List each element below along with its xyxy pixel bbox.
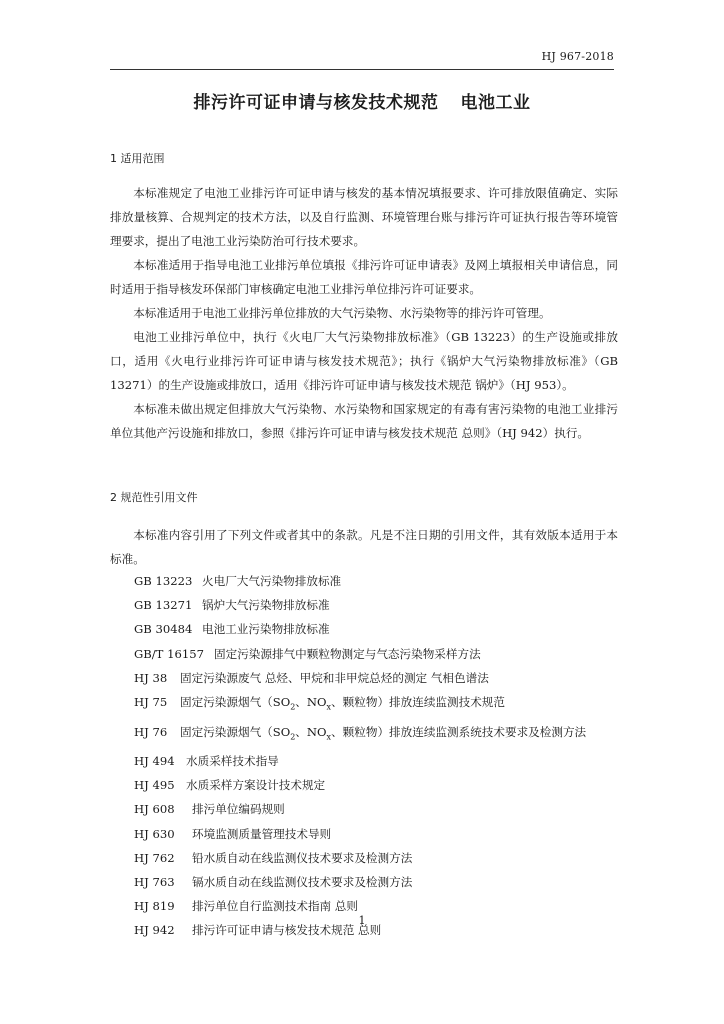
reference-item (134, 773, 586, 797)
reference-item (134, 822, 586, 846)
ref-title: 电池工业污染物排放标准 (202, 622, 330, 637)
ref-code: HJ 76 (134, 724, 168, 739)
ref-code: GB 30484 (134, 622, 193, 637)
title-main: 排污许可证申请与核发技术规范 (193, 93, 439, 113)
ref-title: 固定污染源排气中颗粒物测定与气态污染物采样方法 (214, 646, 481, 661)
reference-item (134, 593, 586, 617)
ref-code: HJ 495 (134, 778, 175, 793)
ref-code: HJ 630 (134, 826, 175, 841)
ref-title: 水质采样方案设计技术规定 (186, 778, 326, 793)
reference-item (134, 569, 586, 593)
ref-title: 火电厂大气污染物排放标准 (202, 574, 342, 588)
ref-code: HJ 942 (134, 923, 175, 938)
section-2-heading: 2 规范性引用文件 (110, 491, 198, 504)
ref-code: HJ 38 (134, 670, 168, 685)
standard-code: HJ 967-2018 (541, 50, 614, 63)
reference-item (134, 870, 586, 894)
paragraph: 本标准未做出规定但排放大气污染物、水污染物和国家规定的有毒有害污染物的电池工业排污单位其他产污设施和排放口，参照《排污许可证申请与核发技术规范 总则》（HJ 942）执行。 (110, 402, 618, 440)
ref-title: 固定污染源烟气（$SO_2$、$NO_x$、颗粒物）排放连续监测技术规范 (180, 695, 505, 712)
ref-code: HJ 608 (134, 802, 175, 817)
paragraph: 本标准内容引用了下列文件或者其中的条款。凡是不注日期的引用文件，其有效版本适用于本标准。 (110, 528, 618, 566)
ref-title: 环境监测质量管理技术导则 (192, 826, 332, 841)
ref-title: 排污单位编码规则 (192, 802, 285, 817)
reference-item (134, 846, 586, 870)
ref-title: 镉水质自动在线监测仪技术要求及检测方法 (192, 875, 413, 890)
header-rule (110, 69, 614, 70)
ref-code: HJ 763 (134, 875, 175, 890)
ref-title: 排污单位自行监测技术指南 总则 (192, 899, 358, 914)
ref-title: 固定污染源废气 总烃、甲烷和非甲烷总烃的测定 气相色谱法 (180, 670, 489, 685)
ref-title: 铅水质自动在线监测仪技术要求及检测方法 (192, 850, 413, 865)
section-2-intro (110, 523, 618, 571)
reference-item (134, 666, 586, 690)
ref-title: 锅炉大气污染物排放标准 (202, 598, 330, 613)
page-number: 1 (358, 914, 366, 927)
ref-code: HJ 762 (134, 850, 175, 865)
paragraph: 电池工业排污单位中，执行《火电厂大气污染物排放标准》（GB 13223）的生产设施或排放口，适用《火电行业排污许可证申请与核发技术规范》；执行《锅炉大气污染物排放标准》（GB 13271）的生产设施或排放口，适用《排污许可证申请与核发技术规范 锅炉》（HJ 953）。 (110, 330, 618, 392)
paragraph: 本标准适用于电池工业排污单位排放的大气污染物、水污染物等的排污许可管理。 (133, 306, 551, 320)
document-title (110, 88, 614, 113)
ref-code: GB 13223 (134, 574, 193, 588)
reference-item (134, 749, 586, 773)
paragraph: 本标准适用于指导电池工业排污单位填报《排污许可证申请表》及网上填报相关申请信息，同时适用于指导核发环保部门审核确定电池工业排污单位排污许可证要求。 (110, 258, 618, 296)
ref-code: HJ 494 (134, 754, 175, 769)
ref-code: HJ 75 (134, 695, 168, 710)
title-sub: 电池工业 (460, 93, 531, 113)
ref-code: GB/T 16157 (134, 646, 204, 661)
reference-item (134, 690, 586, 720)
reference-item (134, 797, 586, 821)
paragraph: 本标准规定了电池工业排污许可证申请与核发的基本情况填报要求、许可排放限值确定、实际排放量核算、合规判定的技术方法，以及自行监测、环境管理台账与排污许可证执行报告等环境管理要求，提出了电池工业污染防治可行技术要求。 (110, 186, 618, 248)
reference-item (134, 642, 586, 666)
reference-list (134, 569, 586, 943)
section-1-body (110, 181, 618, 445)
section-1-heading: 1 适用范围 (110, 152, 165, 165)
ref-title: 水质采样技术指导 (186, 754, 279, 769)
reference-item (134, 720, 586, 750)
ref-code: GB 13271 (134, 598, 193, 613)
ref-code: HJ 819 (134, 899, 175, 914)
reference-item (134, 617, 586, 641)
ref-title: 排污许可证申请与核发技术规范 总则 (192, 923, 382, 938)
ref-title: 固定污染源烟气（$SO_2$、$NO_x$、颗粒物）排放连续监测系统技术要求及检测方法 (180, 724, 587, 741)
